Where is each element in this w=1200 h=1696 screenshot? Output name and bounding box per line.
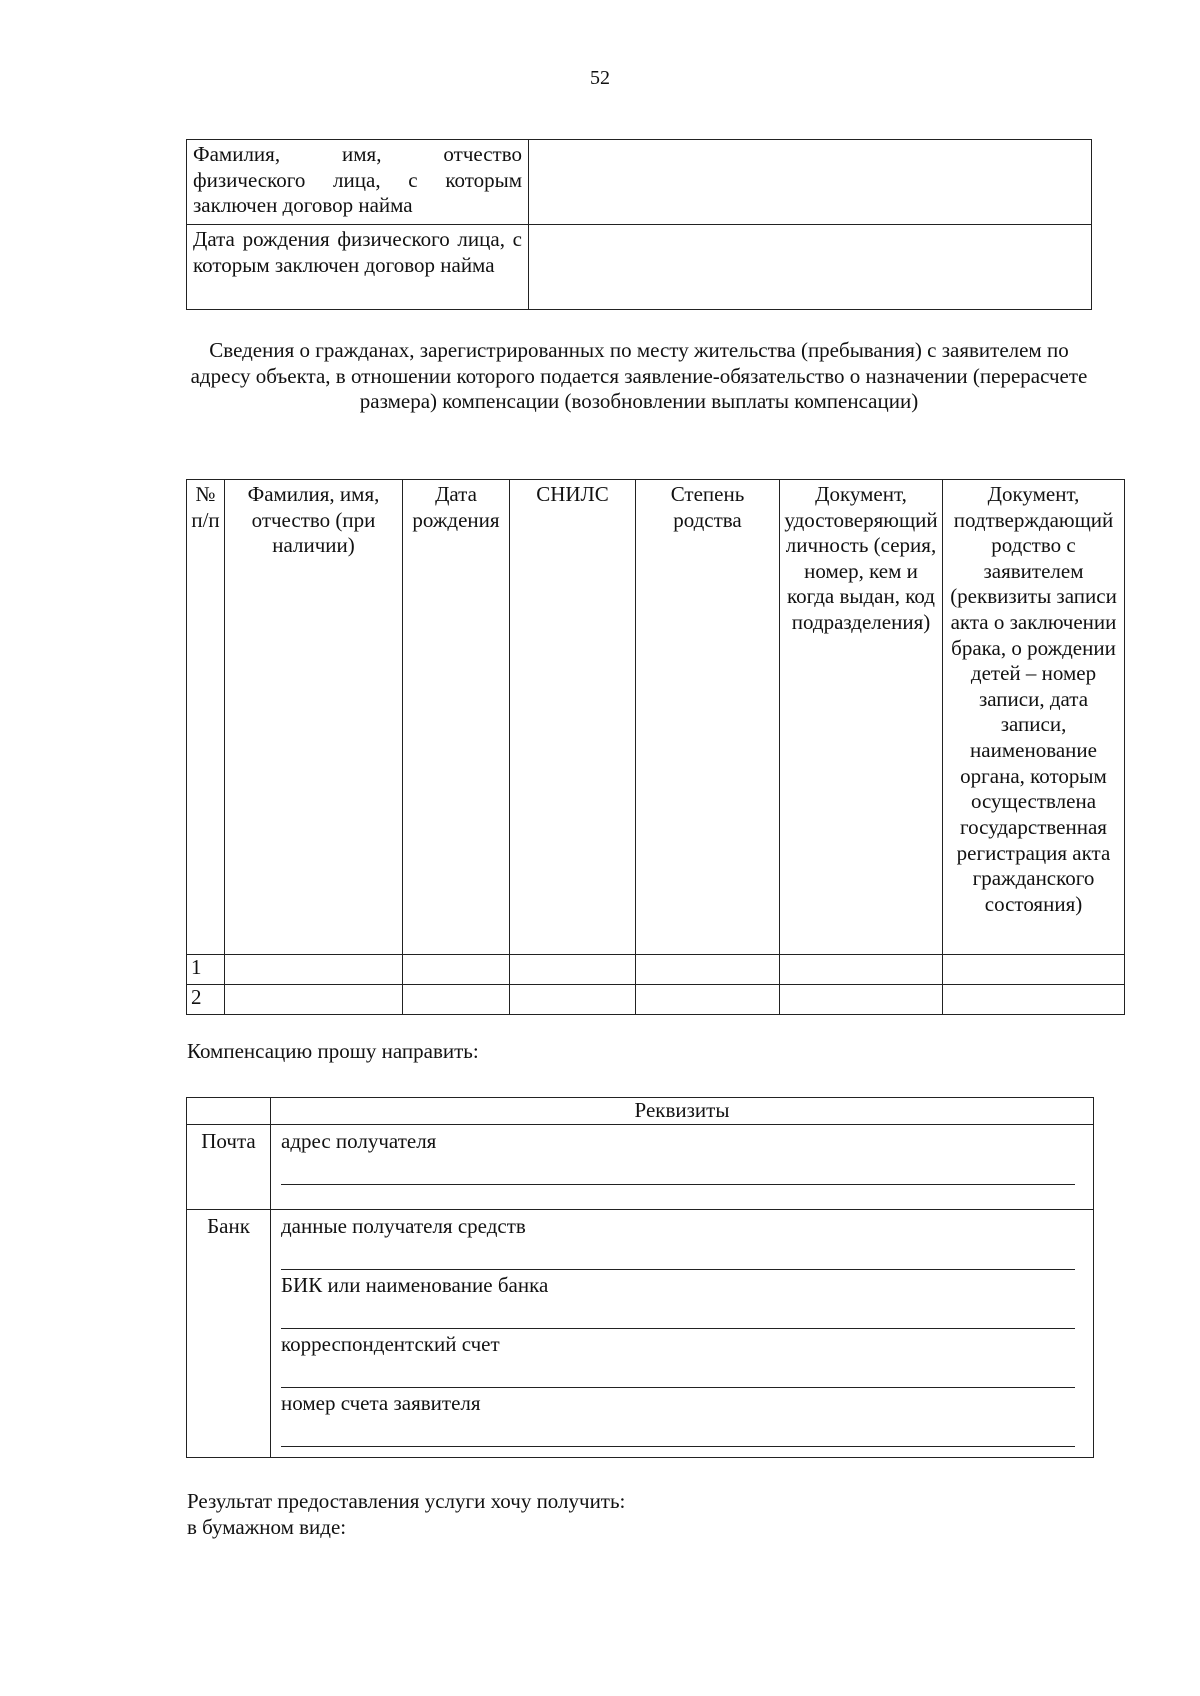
result-line-2: в бумажном виде: — [187, 1514, 347, 1539]
row-number: 2 — [187, 985, 225, 1015]
contract-table — [186, 139, 1092, 310]
cell-kinship-document[interactable] — [943, 985, 1125, 1015]
bank-applicant-account-line[interactable] — [281, 1416, 1075, 1447]
cell-relation[interactable] — [636, 985, 780, 1015]
contract-birthdate-value[interactable] — [529, 225, 1092, 310]
bank-bic-field[interactable] — [271, 1269, 1093, 1328]
bank-recipient-field[interactable] — [271, 1210, 1093, 1269]
bank-corr-account-field[interactable] — [271, 1328, 1093, 1387]
col-header-birthdate: Дата рождения — [403, 480, 510, 955]
col-header-fullname: Фамилия, имя, отчество (при наличии) — [225, 480, 403, 955]
cell-kinship-document[interactable] — [943, 955, 1125, 985]
table-row — [187, 985, 1125, 1015]
section-title: Сведения о гражданах, зарегистрированных по месту жительства (пребывания) с заявителем по адресу объекта, в отношении которого подается заявление-обязательство о назначении (перерасчете размера) компенсации (возобновлении выплаты компенсации) — [190, 338, 1088, 414]
row-number: 1 — [187, 955, 225, 985]
payment-header-row — [187, 1098, 1094, 1125]
payment-header-blank — [187, 1098, 271, 1125]
contract-name-value[interactable] — [529, 140, 1092, 225]
bank-label: Банк — [187, 1209, 271, 1457]
post-address-field[interactable] — [271, 1125, 1093, 1209]
payment-row-post — [187, 1124, 1094, 1209]
post-label: Почта — [187, 1124, 271, 1209]
cell-fullname[interactable] — [225, 985, 403, 1015]
cell-fullname[interactable] — [225, 955, 403, 985]
bank-recipient-line[interactable] — [281, 1239, 1075, 1270]
contract-birthdate-label: Дата рождения физического лица, с которым заключен договор найма — [187, 225, 529, 310]
bank-corr-account-label: корреспондентский счет — [281, 1331, 500, 1356]
table-row — [187, 955, 1125, 985]
requisites-header: Реквизиты — [271, 1098, 1094, 1125]
col-header-num: № п/п — [187, 480, 225, 955]
bank-fields — [271, 1209, 1094, 1457]
col-header-id-document: Документ, удостоверяющий личность (серия, номер, кем и когда выдан, код подразделения) — [780, 480, 943, 955]
post-address-label: адрес получателя — [281, 1128, 437, 1153]
citizens-table — [186, 479, 1125, 1015]
cell-snils[interactable] — [510, 955, 636, 985]
payment-row-bank — [187, 1209, 1094, 1457]
bank-bic-label: БИК или наименование банка — [281, 1272, 549, 1297]
cell-id-document[interactable] — [780, 985, 943, 1015]
bank-applicant-account-field[interactable] — [271, 1387, 1093, 1457]
compensation-label: Компенсацию прошу направить: — [187, 1039, 479, 1063]
cell-relation[interactable] — [636, 955, 780, 985]
post-address-line[interactable] — [281, 1154, 1075, 1185]
col-header-kinship-document: Документ, подтверждающий родство с заявителем (реквизиты записи акта о заключении брака, о рождении детей – номер записи, дата записи, наименование органа, которым осуществлена государственная регистрация акта гражданского состояния) — [943, 480, 1125, 955]
contract-row-name — [187, 140, 1092, 225]
cell-birthdate[interactable] — [403, 955, 510, 985]
contract-name-label: Фамилия, имя, отчество физического лица, с которым заключен договор найма — [187, 140, 529, 225]
col-header-snils: СНИЛС — [510, 480, 636, 955]
bank-recipient-label: данные получателя средств — [281, 1213, 526, 1238]
post-fields — [271, 1124, 1094, 1209]
cell-id-document[interactable] — [780, 955, 943, 985]
contract-row-birthdate — [187, 225, 1092, 310]
page-number: 52 — [590, 67, 610, 89]
col-header-relation: Степень родства — [636, 480, 780, 955]
result-section — [187, 1489, 625, 1540]
bank-applicant-account-label: номер счета заявителя — [281, 1390, 481, 1415]
bank-bic-line[interactable] — [281, 1298, 1075, 1329]
cell-snils[interactable] — [510, 985, 636, 1015]
result-line-1: Результат предоставления услуги хочу получить: — [187, 1489, 626, 1513]
payment-table — [186, 1097, 1094, 1458]
citizens-header-row — [187, 480, 1125, 955]
cell-birthdate[interactable] — [403, 985, 510, 1015]
bank-corr-account-line[interactable] — [281, 1357, 1075, 1388]
